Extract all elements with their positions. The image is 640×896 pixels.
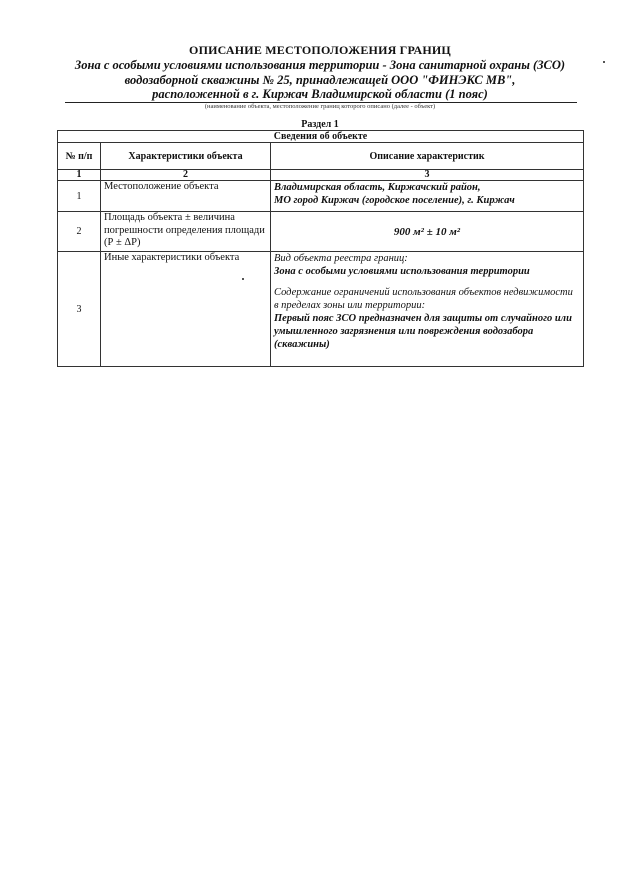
row-characteristic: Иные характеристики объекта: [101, 252, 271, 367]
row-characteristic: Местоположение объекта: [101, 181, 271, 212]
table-caption: Сведения об объекте: [58, 131, 584, 143]
row-description: [271, 181, 584, 212]
object-name-line: Зона с особыми условиями использования территории - Зона санитарной охраны (ЗСО): [74, 58, 566, 72]
restriction-label: Содержание ограничений использования объектов недвижимости в пределах зоны или территории:: [274, 287, 573, 311]
location-line: МО город Киржач (городское поселение), г. Киржач: [274, 195, 515, 206]
table-row: [58, 212, 584, 252]
object-name-hint: (наименование объекта, местоположение границ которого описано (далее - объект): [204, 103, 436, 110]
column-number: 2: [101, 170, 271, 181]
column-header-characteristic: Характеристики объекта: [101, 143, 271, 170]
row-characteristic: Площадь объекта ± величина погрешности определения площади (Р ± ΔР): [101, 212, 271, 252]
row-description: [271, 252, 584, 367]
table-row: [58, 181, 584, 212]
column-header-description: Описание характеристик: [271, 143, 584, 170]
section-title: Раздел 1: [301, 119, 339, 130]
column-header-number: № п/п: [58, 143, 101, 170]
scan-speck: [242, 278, 244, 280]
kind-label: Вид объекта реестра границ:: [274, 253, 408, 264]
location-line: Владимирская область, Киржачский район,: [274, 182, 481, 193]
document-title: ОПИСАНИЕ МЕСТОПОЛОЖЕНИЯ ГРАНИЦ: [189, 43, 451, 57]
object-name-line: расположенной в г. Киржач Владимирской области (1 пояс): [152, 87, 488, 101]
scan-speck: [603, 61, 605, 63]
object-info-table: [57, 130, 584, 367]
object-name: [60, 58, 580, 102]
column-number: 3: [271, 170, 584, 181]
restriction-value: Первый пояс ЗСО предназначен для защиты от случайного или умышленного загрязнения или повреждения водозабора (скважины): [274, 313, 572, 350]
object-name-line: водозаборной скважины № 25, принадлежащей ООО "ФИНЭКС МВ",: [124, 72, 516, 87]
row-number: 1: [58, 181, 101, 212]
kind-value: Зона с особыми условиями использования территории: [274, 266, 530, 277]
row-number: 3: [58, 252, 101, 367]
table-row: [58, 252, 584, 367]
column-number: 1: [58, 170, 101, 181]
row-number: 2: [58, 212, 101, 252]
area-value: 900 м² ± 10 м²: [271, 212, 584, 252]
